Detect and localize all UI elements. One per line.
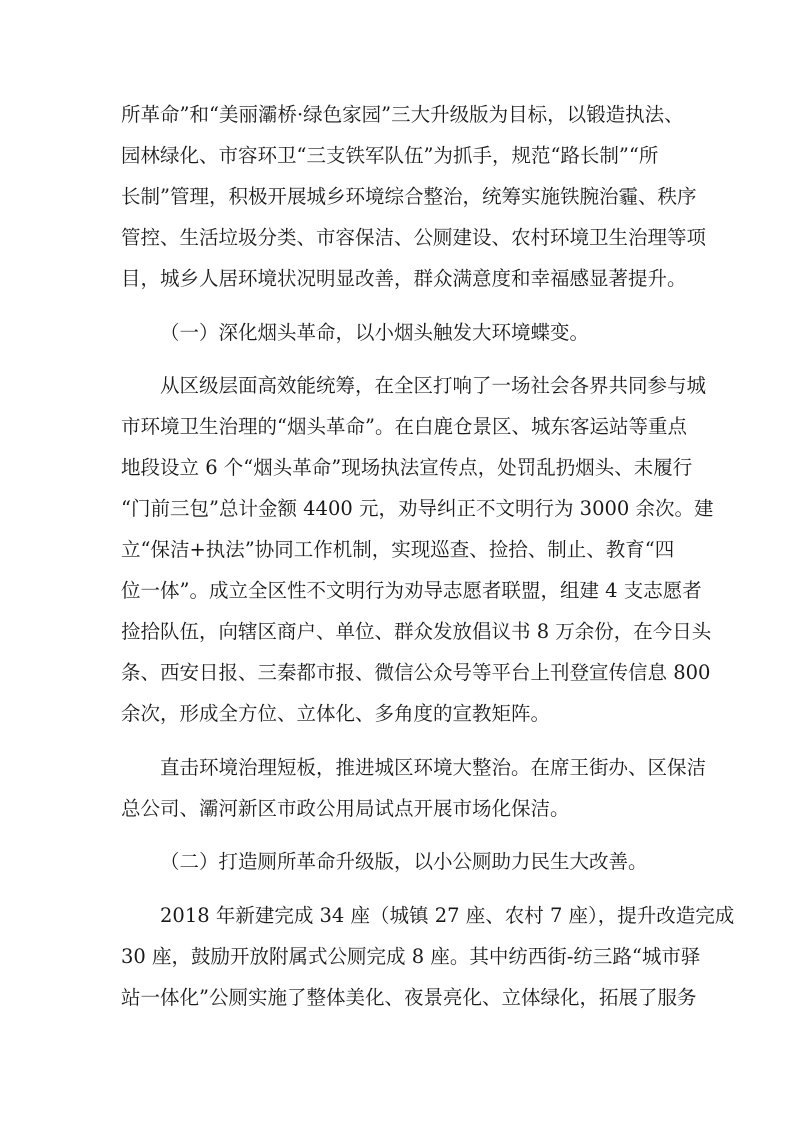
text-line: 条、西安日报、三秦都市报、微信公众号等平台上刊登宣传信息 800 [121, 661, 711, 684]
text-line: 园林绿化、市容环卫“三支铁军队伍”为抓手，规范“路长制”“所 [121, 144, 659, 167]
text-line: 余次，形成全方位、立体化、多角度的宣教矩阵。 [121, 702, 551, 725]
paragraph-toilet-revolution [121, 895, 735, 1018]
paragraph-cigarette-revolution [121, 365, 714, 734]
text-line: 立“保洁+执法”协同工作机制，实现巡查、捡拾、制止、教育“四 [121, 538, 675, 561]
paragraph-intro-continuation [121, 94, 707, 299]
document-body [121, 94, 735, 1030]
text-line: 地段设立 6 个“烟头革命”现场执法宣传点，处罚乱扔烟头、未履行 [121, 456, 693, 479]
text-line: 站一体化”公厕实施了整体美化、夜景亮化、立体绿化，拓展了服务 [121, 985, 697, 1009]
paragraph-environment-rectification [121, 747, 707, 829]
text-line: 总公司、灞河新区市政公用局试点开展市场化保洁。 [121, 796, 570, 820]
text-line: 所革命”和“美丽灞桥·绿色家园”三大升级版为目标，以锻造执法、 [121, 103, 684, 126]
text-line: 目，城乡人居环境状况明显改善，群众满意度和幸福感显著提升。 [121, 267, 687, 290]
section-heading-1 [121, 312, 681, 353]
text-line: 直击环境治理短板，推进城区环境大整治。在席王街办、区保洁 [160, 755, 707, 779]
text-line: 捡拾队伍，向辖区商户、单位、群众发放倡议书 8 万余份，在今日头 [121, 620, 712, 643]
text-line: 位一体”。成立全区性不文明行为劝导志愿者联盟，组建 4 支志愿者 [121, 579, 702, 602]
text-line: 30 座，鼓励开放附属式公厕完成 8 座。其中纺西街-纺三路“城市驿 [121, 944, 701, 968]
text-line: 市环境卫生治理的“烟头革命”。在白鹿仓景区、城东客运站等重点 [121, 415, 687, 438]
section-heading-2 [121, 841, 681, 882]
text-line: “门前三包”总计金额 4400 元，劝导纠正不文明行为 3000 余次。建 [121, 497, 714, 520]
text-line: 管控、生活垃圾分类、市容保洁、公厕建设、农村环境卫生治理等项 [121, 226, 707, 249]
text-line: 2018 年新建完成 34 座（城镇 27 座、农村 7 座），提升改造完成 [160, 903, 735, 927]
text-line: 长制”管理，积极开展城乡环境综合整治，统筹实施铁腕治霾、秩序 [121, 185, 697, 208]
text-line: 从区级层面高效能统筹，在全区打响了一场社会各界共同参与城 [160, 374, 707, 397]
heading-line: （二）打造厕所革命升级版，以小公厕助力民生大改善。 [160, 850, 648, 873]
heading-line: （一）深化烟头革命，以小烟头触发大环境蝶变。 [160, 320, 590, 344]
